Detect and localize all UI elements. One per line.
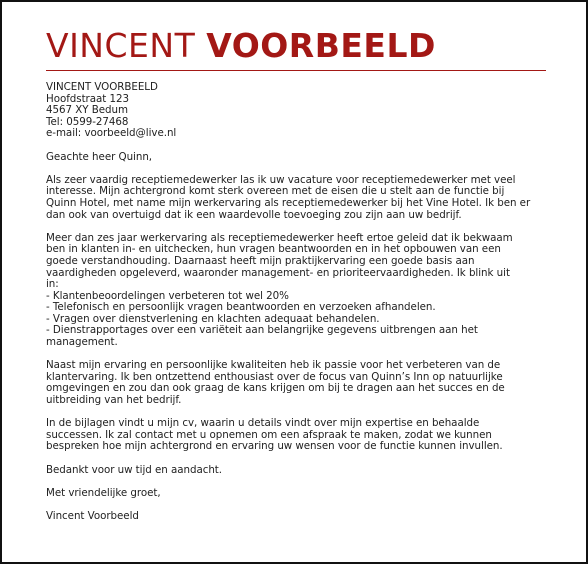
salutation: Geachte heer Quinn, xyxy=(46,150,153,163)
paragraph-line: Als zeer vaardig receptiemedewerker las ik uw vacature voor receptiemedewerker met veel xyxy=(46,173,516,186)
paragraph-line: Quinn Hotel, met name mijn werkervaring als receptiemedewerker bij het Vine Hotel. Ik ben er xyxy=(46,196,531,209)
paragraph-line: - Klantenbeoordelingen verbeteren tot wel 20% xyxy=(46,289,289,302)
paragraph-line: goede verstandhouding. Daarnaast heeft mijn praktijkervaring een goede basis aan xyxy=(46,254,475,267)
heading-last-name: VOORBEELD xyxy=(206,26,436,65)
sender-street: Hoofdstraat 123 xyxy=(46,92,129,105)
sender-phone: Tel: 0599-27468 xyxy=(46,115,129,128)
sender-email: e-mail: voorbeeld@live.nl xyxy=(46,127,177,140)
paragraph-line: omgevingen en zou dan ook graag de kans krijgen om bij te dragen aan het succes en de xyxy=(46,382,505,395)
sender-city: 4567 XY Bedum xyxy=(46,104,128,117)
paragraph-line: dan ook van overtuigd dat ik een waardevolle toevoeging zou zijn aan uw bedrijf. xyxy=(46,208,462,221)
paragraph-line: successen. Ik zal contact met u opnemen om een afspraak te maken, zodat we kunnen xyxy=(46,428,492,441)
letter-heading xyxy=(46,26,546,66)
paragraph xyxy=(46,233,546,349)
signature-name: Vincent Voorbeeld xyxy=(46,509,139,522)
paragraph-line: uitbreiding van het bedrijf. xyxy=(46,394,182,407)
paragraph-line: in: xyxy=(46,278,59,291)
paragraph-line: In de bijlagen vindt u mijn cv, waarin u details vindt over mijn expertise en behaalde xyxy=(46,417,480,430)
paragraph xyxy=(46,175,546,221)
paragraph-line: klantervaring. Ik ben ontzettend enthousiast over de focus van Quinn’s Inn op natuurlijke xyxy=(46,370,503,383)
closing-block xyxy=(46,488,546,523)
letter-paragraphs xyxy=(46,175,546,476)
paragraph-line: interesse. Mijn achtergrond komt sterk overeen met de eisen die u stelt aan de functie bij xyxy=(46,185,505,198)
paragraph-line: - Dienstrapportages over een variëteit aan belangrijke gegevens uitbrengen aan het xyxy=(46,324,478,337)
heading-first-name: VINCENT xyxy=(46,26,196,65)
sender-address xyxy=(46,82,546,140)
paragraph-line: - Vragen over dienstverlening en klachten adequaat behandelen. xyxy=(46,312,380,325)
paragraph-line: Bedankt voor uw tijd en aandacht. xyxy=(46,463,223,476)
sender-name: VINCENT VOORBEELD xyxy=(46,81,158,93)
paragraph-line: Naast mijn ervaring en persoonlijke kwaliteiten heb ik passie voor het verbeteren van de xyxy=(46,359,501,372)
letter-body xyxy=(46,26,546,523)
paragraph-line: ben in klanten in- en uitchecken, hun vragen beantwoorden en in het opbouwen van een xyxy=(46,243,501,256)
paragraph-line: Meer dan zes jaar werkervaring als receptiemedewerker heeft ertoe geleid dat ik bekwaam xyxy=(46,231,513,244)
paragraph xyxy=(46,418,546,453)
paragraph-line: management. xyxy=(46,336,118,349)
closing-phrase: Met vriendelijke groet, xyxy=(46,486,161,499)
paragraph-line: vaardigheden opgeleverd, waaronder management- en prioriteervaardigheden. Ik blink uit xyxy=(46,266,510,279)
paragraph-line: bespreken hoe mijn achtergrond en ervaring uw wensen voor de functie kunnen invullen. xyxy=(46,440,503,453)
heading-divider xyxy=(46,70,546,71)
paragraph-line: - Telefonisch en persoonlijk vragen beantwoorden en verzoeken afhandelen. xyxy=(46,301,436,314)
paragraph xyxy=(46,360,546,406)
paragraph xyxy=(46,465,546,477)
